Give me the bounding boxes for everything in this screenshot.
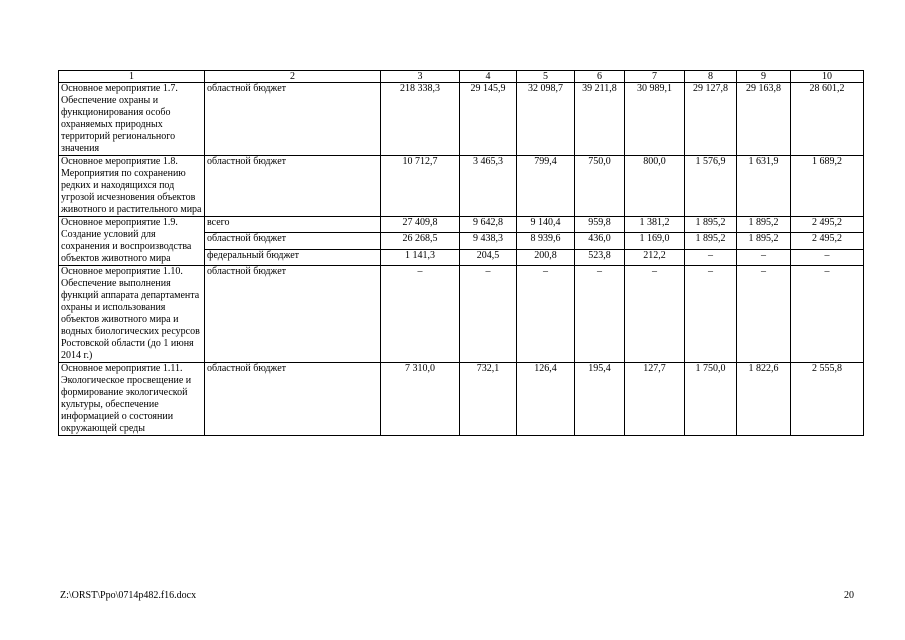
value-cell: 212,2 <box>625 249 685 265</box>
activity-name: Основное мероприятие 1.11. Экологическое просвещение и формирование экологической культуры, обеспечение информацией о состоянии окружающей среды <box>59 363 205 436</box>
value-cell: 3 465,3 <box>460 156 517 217</box>
value-cell: 29 145,9 <box>460 83 517 156</box>
value-cell: 218 338,3 <box>381 83 460 156</box>
column-header: 2 <box>205 71 381 83</box>
column-header: 6 <box>575 71 625 83</box>
value-cell: 195,4 <box>575 363 625 436</box>
funding-source: всего <box>205 217 381 233</box>
table-row <box>59 363 864 436</box>
value-cell: 436,0 <box>575 233 625 249</box>
column-header: 8 <box>685 71 737 83</box>
header-row <box>59 71 864 83</box>
value-cell: 7 310,0 <box>381 363 460 436</box>
table-row <box>59 266 864 363</box>
value-cell: 126,4 <box>517 363 575 436</box>
funding-source: областной бюджет <box>205 83 381 156</box>
value-cell: 2 495,2 <box>791 217 864 233</box>
value-cell: – <box>517 266 575 363</box>
page-number: 20 <box>844 590 854 601</box>
activity-name: Основное мероприятие 1.7. Обеспечение охраны и функционирования особо охраняемых природных территорий регионального значения <box>59 83 205 156</box>
value-cell: – <box>791 266 864 363</box>
funding-source: федеральный бюджет <box>205 249 381 265</box>
value-cell: 127,7 <box>625 363 685 436</box>
budget-table <box>58 70 864 436</box>
value-cell: – <box>685 249 737 265</box>
funding-source: областной бюджет <box>205 156 381 217</box>
activity-name: Основное мероприятие 1.10. Обеспечение выполнения функций аппарата департамента охраны и использования объектов животного мира и водных биологических ресурсов Ростовской области (до 1 июня 2014 г.) <box>59 266 205 363</box>
value-cell: – <box>575 266 625 363</box>
table-row <box>59 217 864 233</box>
value-cell: – <box>737 249 791 265</box>
value-cell: 2 495,2 <box>791 233 864 249</box>
value-cell: 29 127,8 <box>685 83 737 156</box>
value-cell: 1 381,2 <box>625 217 685 233</box>
value-cell: 8 939,6 <box>517 233 575 249</box>
value-cell: 750,0 <box>575 156 625 217</box>
column-header: 4 <box>460 71 517 83</box>
value-cell: 1 895,2 <box>685 233 737 249</box>
value-cell: 1 895,2 <box>737 217 791 233</box>
funding-source: областной бюджет <box>205 266 381 363</box>
value-cell: 1 895,2 <box>685 217 737 233</box>
footer-file-path: Z:\ORST\Ppo\0714p482.f16.docx <box>60 590 197 601</box>
value-cell: 1 576,9 <box>685 156 737 217</box>
column-header: 9 <box>737 71 791 83</box>
column-header: 3 <box>381 71 460 83</box>
funding-source: областной бюджет <box>205 363 381 436</box>
value-cell: 10 712,7 <box>381 156 460 217</box>
table-row <box>59 156 864 217</box>
value-cell: 523,8 <box>575 249 625 265</box>
value-cell: 1 141,3 <box>381 249 460 265</box>
value-cell: 204,5 <box>460 249 517 265</box>
value-cell: 200,8 <box>517 249 575 265</box>
value-cell: 9 642,8 <box>460 217 517 233</box>
value-cell: 959,8 <box>575 217 625 233</box>
column-header: 5 <box>517 71 575 83</box>
value-cell: – <box>460 266 517 363</box>
value-cell: 32 098,7 <box>517 83 575 156</box>
value-cell: 26 268,5 <box>381 233 460 249</box>
value-cell: – <box>381 266 460 363</box>
value-cell: 9 140,4 <box>517 217 575 233</box>
value-cell: – <box>737 266 791 363</box>
value-cell: 1 169,0 <box>625 233 685 249</box>
value-cell: – <box>685 266 737 363</box>
value-cell: 9 438,3 <box>460 233 517 249</box>
column-header: 1 <box>59 71 205 83</box>
value-cell: 29 163,8 <box>737 83 791 156</box>
value-cell: 2 555,8 <box>791 363 864 436</box>
value-cell: 800,0 <box>625 156 685 217</box>
value-cell: 1 822,6 <box>737 363 791 436</box>
activity-name: Основное мероприятие 1.8. Мероприятия по сохранению редких и находящихся под угрозой исчезновения объектов животного и растительного мира <box>59 156 205 217</box>
value-cell: 1 895,2 <box>737 233 791 249</box>
column-header: 10 <box>791 71 864 83</box>
funding-source: областной бюджет <box>205 233 381 249</box>
value-cell: 1 750,0 <box>685 363 737 436</box>
table-row <box>59 83 864 156</box>
value-cell: 39 211,8 <box>575 83 625 156</box>
activity-name: Основное мероприятие 1.9. Создание условий для сохранения и воспроизводства объектов животного мира <box>59 217 205 266</box>
value-cell: – <box>791 249 864 265</box>
value-cell: 732,1 <box>460 363 517 436</box>
value-cell: 1 631,9 <box>737 156 791 217</box>
value-cell: 1 689,2 <box>791 156 864 217</box>
value-cell: 28 601,2 <box>791 83 864 156</box>
column-header: 7 <box>625 71 685 83</box>
value-cell: 30 989,1 <box>625 83 685 156</box>
value-cell: 799,4 <box>517 156 575 217</box>
value-cell: 27 409,8 <box>381 217 460 233</box>
value-cell: – <box>625 266 685 363</box>
